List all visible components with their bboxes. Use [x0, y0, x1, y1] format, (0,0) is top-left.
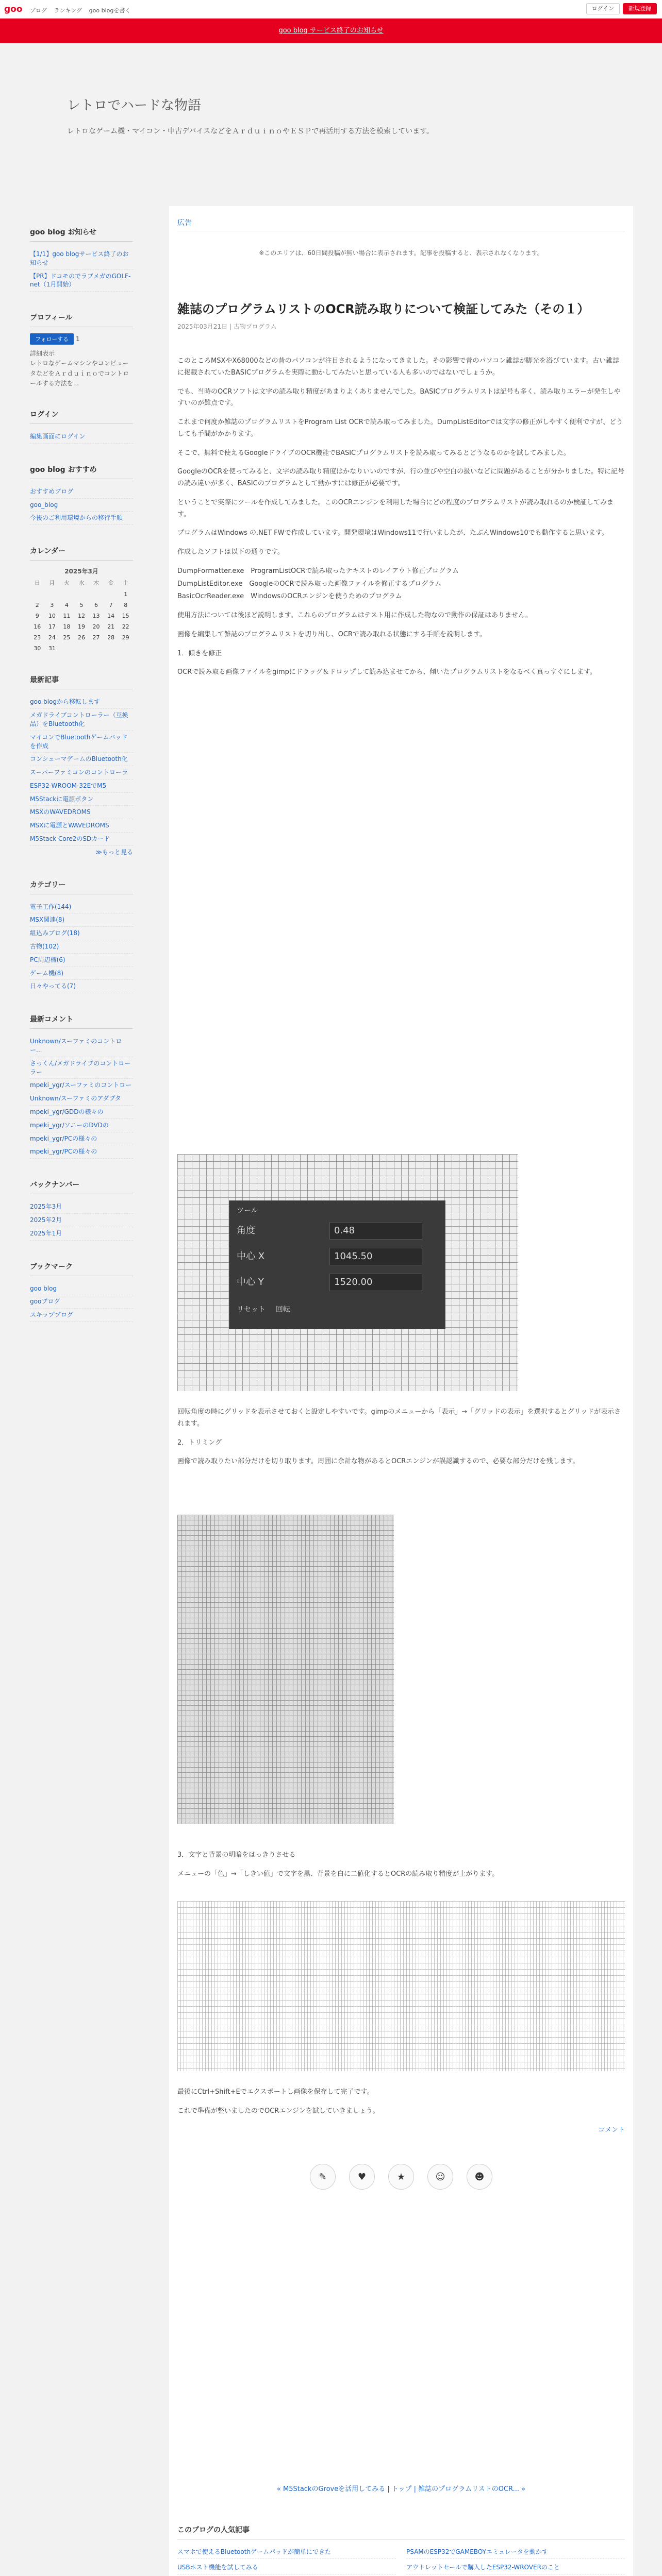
goo-recommend-heading: goo blog おすすめ	[30, 464, 133, 479]
cal-day: 日	[34, 580, 40, 587]
comment-heading: 最新コメント	[30, 1014, 133, 1029]
threshold-image	[177, 1901, 625, 2071]
related-post-link[interactable]: スマホで使えるBluetoothゲームパッドが簡単にできた	[177, 2546, 396, 2559]
category-link[interactable]: 日々やってる(7)	[30, 980, 133, 993]
cal-date: 12	[77, 613, 85, 620]
dialog-tab: ツール	[237, 1207, 258, 1215]
paragraph: メニューの「色」→「しきい値」で文字を黒、背景を白に二値化するとOCRの読み取り精度が上がります。	[177, 1870, 499, 1878]
cal-date: 8	[124, 602, 128, 609]
recent-post-link[interactable]: スーパーファミコンのコントローラ	[30, 766, 133, 779]
cal-day: 土	[123, 580, 129, 587]
cal-date	[89, 643, 104, 654]
recent-post-link[interactable]: MSXのWAVEDROMS	[30, 806, 133, 819]
cal-date: 21	[107, 623, 115, 631]
paragraph: 回転角度の時にグリッドを表示させておくと設定しやすいです。gimpのメニューから「表示」→「グリッドの表示」を選択するとグリッドが表示されます。	[177, 1408, 621, 1428]
angle-label: 角度	[237, 1225, 255, 1236]
cal-date: 28	[107, 634, 115, 641]
cal-date: 10	[48, 613, 56, 620]
cal-day: 木	[93, 580, 100, 587]
topbar	[0, 0, 662, 19]
backnumber-link[interactable]: 2025年1月	[30, 1227, 133, 1241]
cal-date: 27	[92, 634, 100, 641]
rotate-dialog	[229, 1200, 445, 1329]
comment-reaction-icon[interactable]: ✎	[310, 2164, 336, 2190]
ad-notice: ※このエリアは、60日間投稿が無い場合に表示されます。記事を投稿すると、表示されなくなります。	[259, 249, 543, 257]
cal-date: 19	[77, 623, 85, 631]
cal-date: 24	[48, 634, 56, 641]
calendar-title: 2025年3月	[64, 568, 98, 575]
post-date[interactable]: 2025年03月21日 | 古物プログラム	[177, 323, 277, 330]
top-nav	[30, 6, 136, 14]
goo-logo[interactable]: goo	[4, 4, 23, 14]
paragraph: 画像を編集して雑誌のプログラムリストを切り出し、OCRで読み取れる状態にする手順を説明します。	[177, 630, 486, 638]
cal-date	[104, 589, 119, 600]
paragraph: 最後にCtrl+Shift+Eでエクスポートし画像を保存して完了です。	[177, 2088, 374, 2096]
cal-day: 水	[78, 580, 85, 587]
bookmark-heading: ブックマーク	[30, 1261, 133, 1276]
center-y-label: 中心 Y	[237, 1277, 264, 1287]
news-item[interactable]: 【PR】ドコモのでラブメガのGOLF-net（1月開始）	[30, 270, 133, 292]
cal-date: 15	[122, 613, 129, 620]
cal-date: 26	[77, 634, 85, 641]
cal-date: 3	[50, 602, 54, 609]
profile-heading: プロフィール	[30, 312, 133, 327]
cal-date: 11	[63, 613, 71, 620]
comment-link[interactable]: mpeki_ygr/ソニーのDVDの	[30, 1119, 133, 1132]
list-label: 作成したソフトは以下の通りです。	[177, 548, 284, 556]
follower-count: 1	[76, 335, 80, 343]
related-post-link[interactable]: アウトレットセールで購入したESP32-WROVERのこと	[406, 2561, 625, 2574]
nav-blog[interactable]: ブログ	[30, 7, 47, 14]
cal-date: 2	[35, 602, 39, 609]
category-link[interactable]: ゲーム機(8)	[30, 967, 133, 980]
more-link[interactable]: ≫もっと見る	[95, 848, 133, 856]
center-y-field[interactable]: 1520.00	[329, 1274, 422, 1291]
step-heading: 3．文字と背景の明暗をはっきりさせる	[177, 1851, 296, 1859]
paragraph: でも、当時のOCRソフトは文字の読み取り精度があまりよくありませんでした。BASICプログラムリストは記号も多く、読み取りエラーが発生しやすいのが難点です。	[177, 387, 621, 408]
post-title[interactable]: 雑誌のプログラムリストのOCR読み取りについて検証してみた（その１）	[177, 302, 590, 316]
category-link[interactable]: 電子工作(144)	[30, 901, 133, 914]
cal-day: 金	[108, 580, 114, 587]
cal-date	[104, 643, 119, 654]
cal-date	[30, 589, 45, 600]
step-heading: 1．傾きを修正	[177, 649, 222, 657]
prev-next-nav[interactable]: « M5StackのGroveを活用してみる | トップ | 雑誌のプログラムリストのOCR... »	[276, 2485, 526, 2493]
list-item: DumpListEditor.exe GoogleのOCRで読み取った画像ファイルを修正するプログラム	[177, 580, 442, 588]
paragraph: OCRで読み取る画像ファイルをgimpにドラッグ＆ドロップして読み込ませてから、傾いたプログラムリストをなるべく真っすぐにします。	[177, 668, 597, 676]
nav-write[interactable]: goo blogを書く	[89, 7, 131, 14]
comment-link[interactable]: Unknown/スーファミのアダプタ	[30, 1092, 133, 1106]
sidebar	[30, 227, 133, 1343]
like-icon[interactable]: ♥	[349, 2164, 375, 2190]
edit-login-link[interactable]: 編集画面にログイン	[30, 430, 133, 444]
paragraph: このところMSXやX68000などの昔のパソコンが注目されるようになってきました。その影響で昔のパソコン雑誌が脚光を浴びています。古い雑誌に掲載されていたBASICプログラムを実際に動かしてみたいと思っている人も多いのではないでしょうか。	[177, 357, 620, 377]
cal-date: 4	[64, 602, 69, 609]
recent-post-link[interactable]: M5Stack Core2のSDカード	[30, 833, 133, 846]
cal-day: 月	[49, 580, 55, 587]
comment-link[interactable]: コメント	[598, 2126, 625, 2134]
cal-date: 16	[34, 623, 41, 631]
cal-date	[59, 589, 74, 600]
ad-label: 広告	[177, 217, 625, 231]
cal-date: 20	[92, 623, 100, 631]
paragraph: 使用方法については後ほど説明します。これらのプログラムはテスト用に作成した物なので動作の保証はありません。	[177, 612, 532, 619]
calendar-heading: カレンダー	[30, 546, 133, 561]
recent-post-link[interactable]: マイコンでBluetoothゲームパッドを作成	[30, 731, 133, 753]
backnumber-heading: バックナンバー	[30, 1179, 133, 1194]
comment-link[interactable]: mpeki_ygr/スーファミのコントロー	[30, 1079, 133, 1092]
signup-button[interactable]: 新規登録	[623, 3, 657, 14]
bookmark-link[interactable]: スキップブログ	[30, 1309, 133, 1322]
cal-date: 30	[34, 645, 41, 652]
cal-date	[45, 589, 60, 600]
cal-date: 23	[34, 634, 41, 641]
related-heading: このブログの人気記事	[177, 2524, 625, 2539]
paragraph: そこで、無料で使えるGoogleドライブのOCR機能でBASICプログラムリストを読み取ってみるとどうなるのかを試してみました。	[177, 449, 570, 457]
paragraph: プログラムはWindows の.NET FWで作成しています。開発環境はWindows11で行いましたが、たぶんWindows10でも動作すると思います。	[177, 529, 608, 537]
follow-button[interactable]: フォローする	[30, 333, 74, 345]
center-x-label: 中心 X	[237, 1251, 265, 1262]
paragraph: ということで実際にツールを作成してみました。このOCRエンジンを利用した場合にどの程度のプログラムリストが読み取れるのか検証してみます。	[177, 498, 614, 518]
service-end-notice[interactable]: goo blog サービス終了のお知らせ	[0, 19, 662, 43]
paragraph: これまで何度か雑誌のプログラムリストをProgram List OCRで読み取ってみました。DumpListEditorでは文字の修正がしやすく便利ですが、どうしても手間がかかります。	[177, 418, 623, 438]
login-button[interactable]: ログイン	[586, 3, 620, 14]
cal-date: 5	[79, 602, 84, 609]
recent-heading: 最新記事	[30, 674, 133, 689]
backnumber-link[interactable]: 2025年3月	[30, 1200, 133, 1214]
reaction-icon[interactable]: ☺	[427, 2164, 453, 2190]
cal-date: 31	[48, 645, 56, 652]
main-content	[169, 206, 633, 2576]
profile-detail[interactable]: 詳細表示	[30, 350, 55, 358]
comment-link[interactable]: mpeki_ygr/GDDの様々の	[30, 1106, 133, 1119]
calendar	[30, 577, 133, 654]
cal-date	[89, 589, 104, 600]
cal-date: 29	[122, 634, 129, 641]
category-link[interactable]: 組込みブログ(18)	[30, 927, 133, 940]
recent-post-link[interactable]: goo blogから移転します	[30, 696, 133, 709]
trimmed-listing-image	[177, 1515, 394, 1824]
category-link[interactable]: 古物(102)	[30, 940, 133, 954]
cal-date	[118, 643, 133, 654]
comment-link[interactable]: mpeki_ygr/PCの様々の	[30, 1132, 133, 1146]
center-x-field[interactable]: 1045.50	[329, 1248, 422, 1265]
cal-date: 13	[92, 613, 100, 620]
recent-post-link[interactable]: メガドライブコントローラー（互換品）をBluetooth化	[30, 709, 133, 731]
bookmark-link[interactable]: goo blog	[30, 1282, 133, 1296]
news-heading: goo blog お知らせ	[30, 227, 133, 242]
category-link[interactable]: MSX関連(8)	[30, 913, 133, 927]
bookmark-link[interactable]: gooブログ	[30, 1295, 133, 1309]
recent-post-link[interactable]: M5Stackに電源ボタン	[30, 793, 133, 806]
category-heading: カテゴリー	[30, 879, 133, 894]
angle-field[interactable]: 0.48	[329, 1222, 422, 1240]
comment-link[interactable]: さっくん/メガドライブのコントローラー	[30, 1057, 133, 1079]
recent-post-link[interactable]: ESP32-WROOM-32EでM5	[30, 779, 133, 793]
site-description: レトロなゲーム機・マイコン・中古デバイスなどをＡｒｄｕｉｎｏやＥＳＰで再活用する方法を模索しています。	[67, 127, 434, 135]
site-header	[0, 43, 662, 182]
cal-date: 18	[63, 623, 71, 631]
list-item: BasicOcrReader.exe WindowsのOCRエンジンを使うためのプログラム	[177, 592, 402, 601]
profile-text: レトロなゲームマシンやコンピュータなどをＡｒｄｕｉｎｏでコントロールする方法を...	[30, 360, 129, 387]
cal-date	[74, 589, 89, 600]
cal-date: 22	[122, 623, 129, 631]
paragraph: GoogleのOCRを使ってみると、文字の読み取り精度はかなりいいのですが、行の並びや空白の扱いなどに問題があることが分かりました。特に記号の読み違いが多く、BASICのプログラムとして動かすには修正が必要です。	[177, 468, 625, 487]
goo-item[interactable]: goo_blog	[30, 499, 133, 512]
site-title[interactable]: レトロでハードな物語	[67, 98, 202, 113]
cal-date: 7	[109, 602, 113, 609]
login-heading: ログイン	[30, 409, 133, 424]
nav-ranking[interactable]: ランキング	[54, 7, 82, 14]
cal-day: 火	[63, 580, 70, 587]
cal-date	[74, 643, 89, 654]
cal-date: 9	[35, 613, 39, 620]
cal-date: 1	[124, 591, 128, 598]
backnumber-link[interactable]: 2025年2月	[30, 1214, 133, 1227]
comment-link[interactable]: mpeki_ygr/PCの様々の	[30, 1145, 133, 1159]
reaction-icon[interactable]: ☻	[467, 2164, 492, 2190]
related-post-link[interactable]: PSAMのESP32でGAMEBOYエミュレータを動かす	[406, 2546, 625, 2559]
category-link[interactable]: PC周辺機(6)	[30, 954, 133, 967]
gimp-rotate-screenshot	[177, 1154, 518, 1391]
favorite-icon[interactable]: ★	[388, 2164, 414, 2190]
news-item[interactable]: 【1/1】goo blogサービス終了のお知らせ	[30, 248, 133, 270]
comment-link[interactable]: Unknown/スーファミのコントロー...	[30, 1035, 133, 1057]
goo-item[interactable]: 今後のご利用環境からの移行手順	[30, 512, 133, 525]
goo-item[interactable]: おすすめブログ	[30, 485, 133, 499]
reset-button[interactable]: リセット	[237, 1306, 266, 1314]
cal-date: 6	[94, 602, 98, 609]
step-heading: 2．トリミング	[177, 1438, 222, 1447]
recent-post-link[interactable]: コンシューマゲームのBluetooth化	[30, 753, 133, 766]
list-item: DumpFormatter.exe ProgramListOCRで読み取ったテキストのレイアウト修正プログラム	[177, 567, 459, 575]
cal-date: 25	[63, 634, 71, 641]
paragraph: 画像で読み取りたい部分だけを切り取ります。周囲に余計な物があるとOCRエンジンが誤認識するので、必要な部分だけを残します。	[177, 1458, 580, 1466]
recent-post-link[interactable]: MSXに電源とWAVEDROMS	[30, 819, 133, 833]
cal-date: 17	[48, 623, 56, 631]
cal-date	[59, 643, 74, 654]
related-post-link[interactable]: USBホスト機能を試してみる	[177, 2561, 396, 2574]
rotate-button[interactable]: 回転	[275, 1306, 290, 1314]
cal-date: 14	[107, 613, 115, 620]
paragraph: これで準備が整いましたのでOCRエンジンを試していきましょう。	[177, 2107, 379, 2115]
reaction-bar	[177, 2164, 625, 2190]
